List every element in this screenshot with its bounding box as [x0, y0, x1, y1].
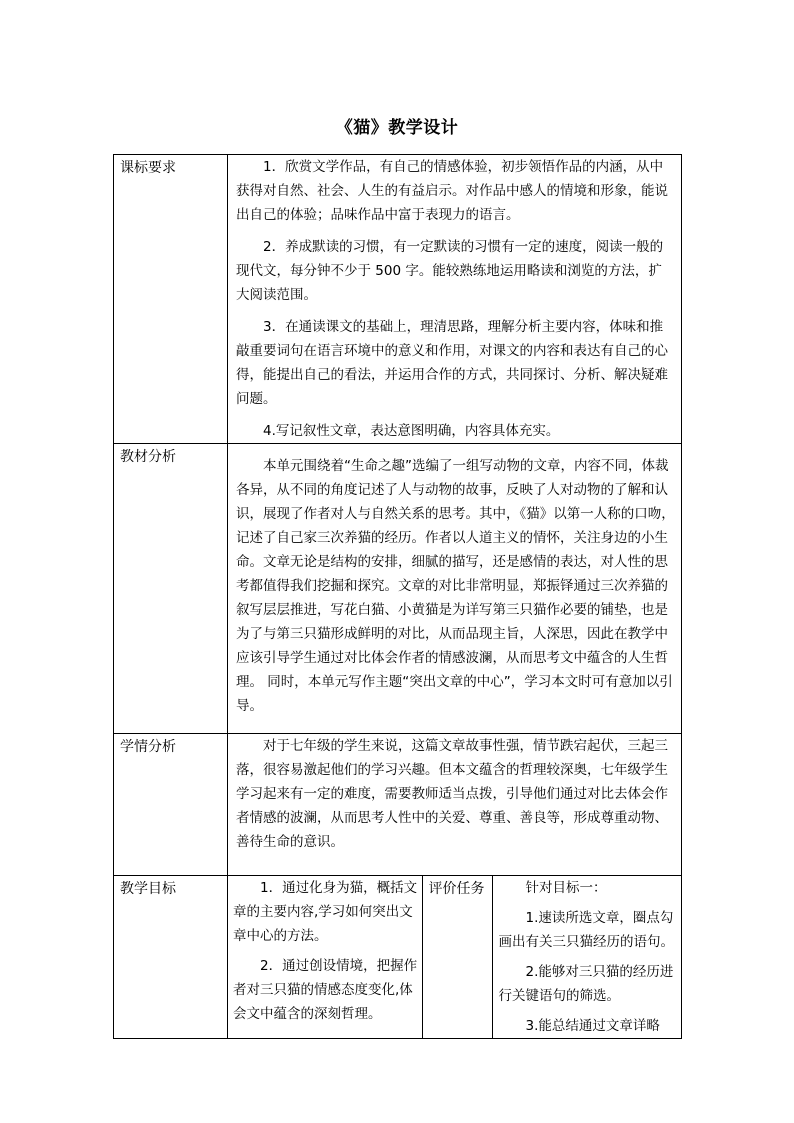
goal-item-2: 2．通过创设情境，把握作者对三只猫的情感态度变化,体会文中蕴含的深刻哲理。 — [233, 958, 418, 1022]
eval-heading: 针对目标一： — [525, 880, 607, 896]
standards-item-2: 2．养成默读的习惯，有一定默读的习惯有一定的速度，阅读一般的现代文，每分钟不少于 500 字。能较熟练地运用略读和浏览的方法，扩大阅读范围。 — [236, 239, 664, 303]
eval-label: 评价任务 — [422, 876, 492, 1038]
students-content — [228, 734, 682, 876]
goals-cell — [228, 876, 682, 1039]
eval-content — [492, 876, 682, 1038]
row-label-material: 教材分析 — [114, 444, 228, 734]
goals-content — [228, 876, 422, 1038]
standards-item-3: 3．在通读课文的基础上，理清思路，理解分析主要内容，体味和推敲重要词句在语言环境中的意义和作用，对课文的内容和表达有自己的心得，能提出自己的看法，并运用合作的方式，共同探讨、分析、解决疑难问题。 — [236, 319, 668, 407]
eval-item-1: 1.速读所选文章，圈点勾画出有关三只猫经历的语句。 — [498, 910, 674, 950]
goal-item-1: 1．通过化身为猫，概括文章的主要内容,学习如何突出文章中心的方法。 — [233, 880, 418, 944]
document-title: 《猫》教学设计 — [335, 118, 459, 138]
row-students — [114, 734, 682, 876]
standards-item-1: 1．欣赏文学作品，有自己的情感体验，初步领悟作品的内涵，从中获得对自然、社会、人生的有益启示。对作品中感人的情境和形象，能说出自己的体验；品味作品中富于表现力的语言。 — [236, 159, 668, 223]
eval-item-3: 3.能总结通过文章详略 — [525, 1018, 660, 1034]
row-label-standards: 课标要求 — [114, 155, 228, 444]
material-paragraph: 本单元围绕着“生命之趣”选编了一组写动物的文章，内容不同，体裁各异，从不同的角度记述了人与动物的故事，反映了人对动物的了解和认识，展现了作者对人与自然关系的思考。其中，《猫》以第一人称的口吻，记述了自己家三次养猫的经历。作者以人道主义的情怀，关注身边的小生命。文章无论是结构的安排，细腻的描写，还是感情的表达，对人性的思考都值得我们挖掘和探究。文章的对比非常明显，郑振铎通过三次养猫的叙写层层推进，写花白猫、小黄猫是为详写第三只猫作必要的铺垫，也是为了与第三只猫形成鲜明的对比，从而品现主旨，人深思，因此在教学中应该引导学生通过对比体会作者的情感波澜，从而思考文中蕴含的人生哲理。 同时，本单元写作主题“突出文章的中心”，学习本文时可有意加以引导。 — [236, 458, 675, 714]
students-paragraph: 对于七年级的学生来说，这篇文章故事性强，情节跌宕起伏，三起三落，很容易激起他们的学习兴趣。但本文蕴含的哲理较深奥，七年级学生学习起来有一定的难度，需要教师适当点拨，引导他们通过对比去体会作者情感的波澜，从而思考人性中的关爱、尊重、善良等，形成尊重动物、善待生命的意识。 — [236, 738, 668, 850]
row-label-goals: 教学目标 — [114, 876, 228, 1039]
row-goals — [114, 876, 682, 1039]
goals-inner-table — [228, 876, 682, 1038]
row-standards — [114, 155, 682, 444]
standards-item-4: 4.写记叙性文章，表达意图明确，内容具体充实。 — [263, 423, 560, 439]
material-content — [228, 444, 682, 734]
row-label-students: 学情分析 — [114, 734, 228, 876]
row-material — [114, 444, 682, 734]
lesson-plan-table — [113, 154, 682, 1039]
eval-item-2: 2.能够对三只猫的经历进行关键语句的筛选。 — [498, 964, 674, 1004]
standards-content — [228, 155, 682, 444]
